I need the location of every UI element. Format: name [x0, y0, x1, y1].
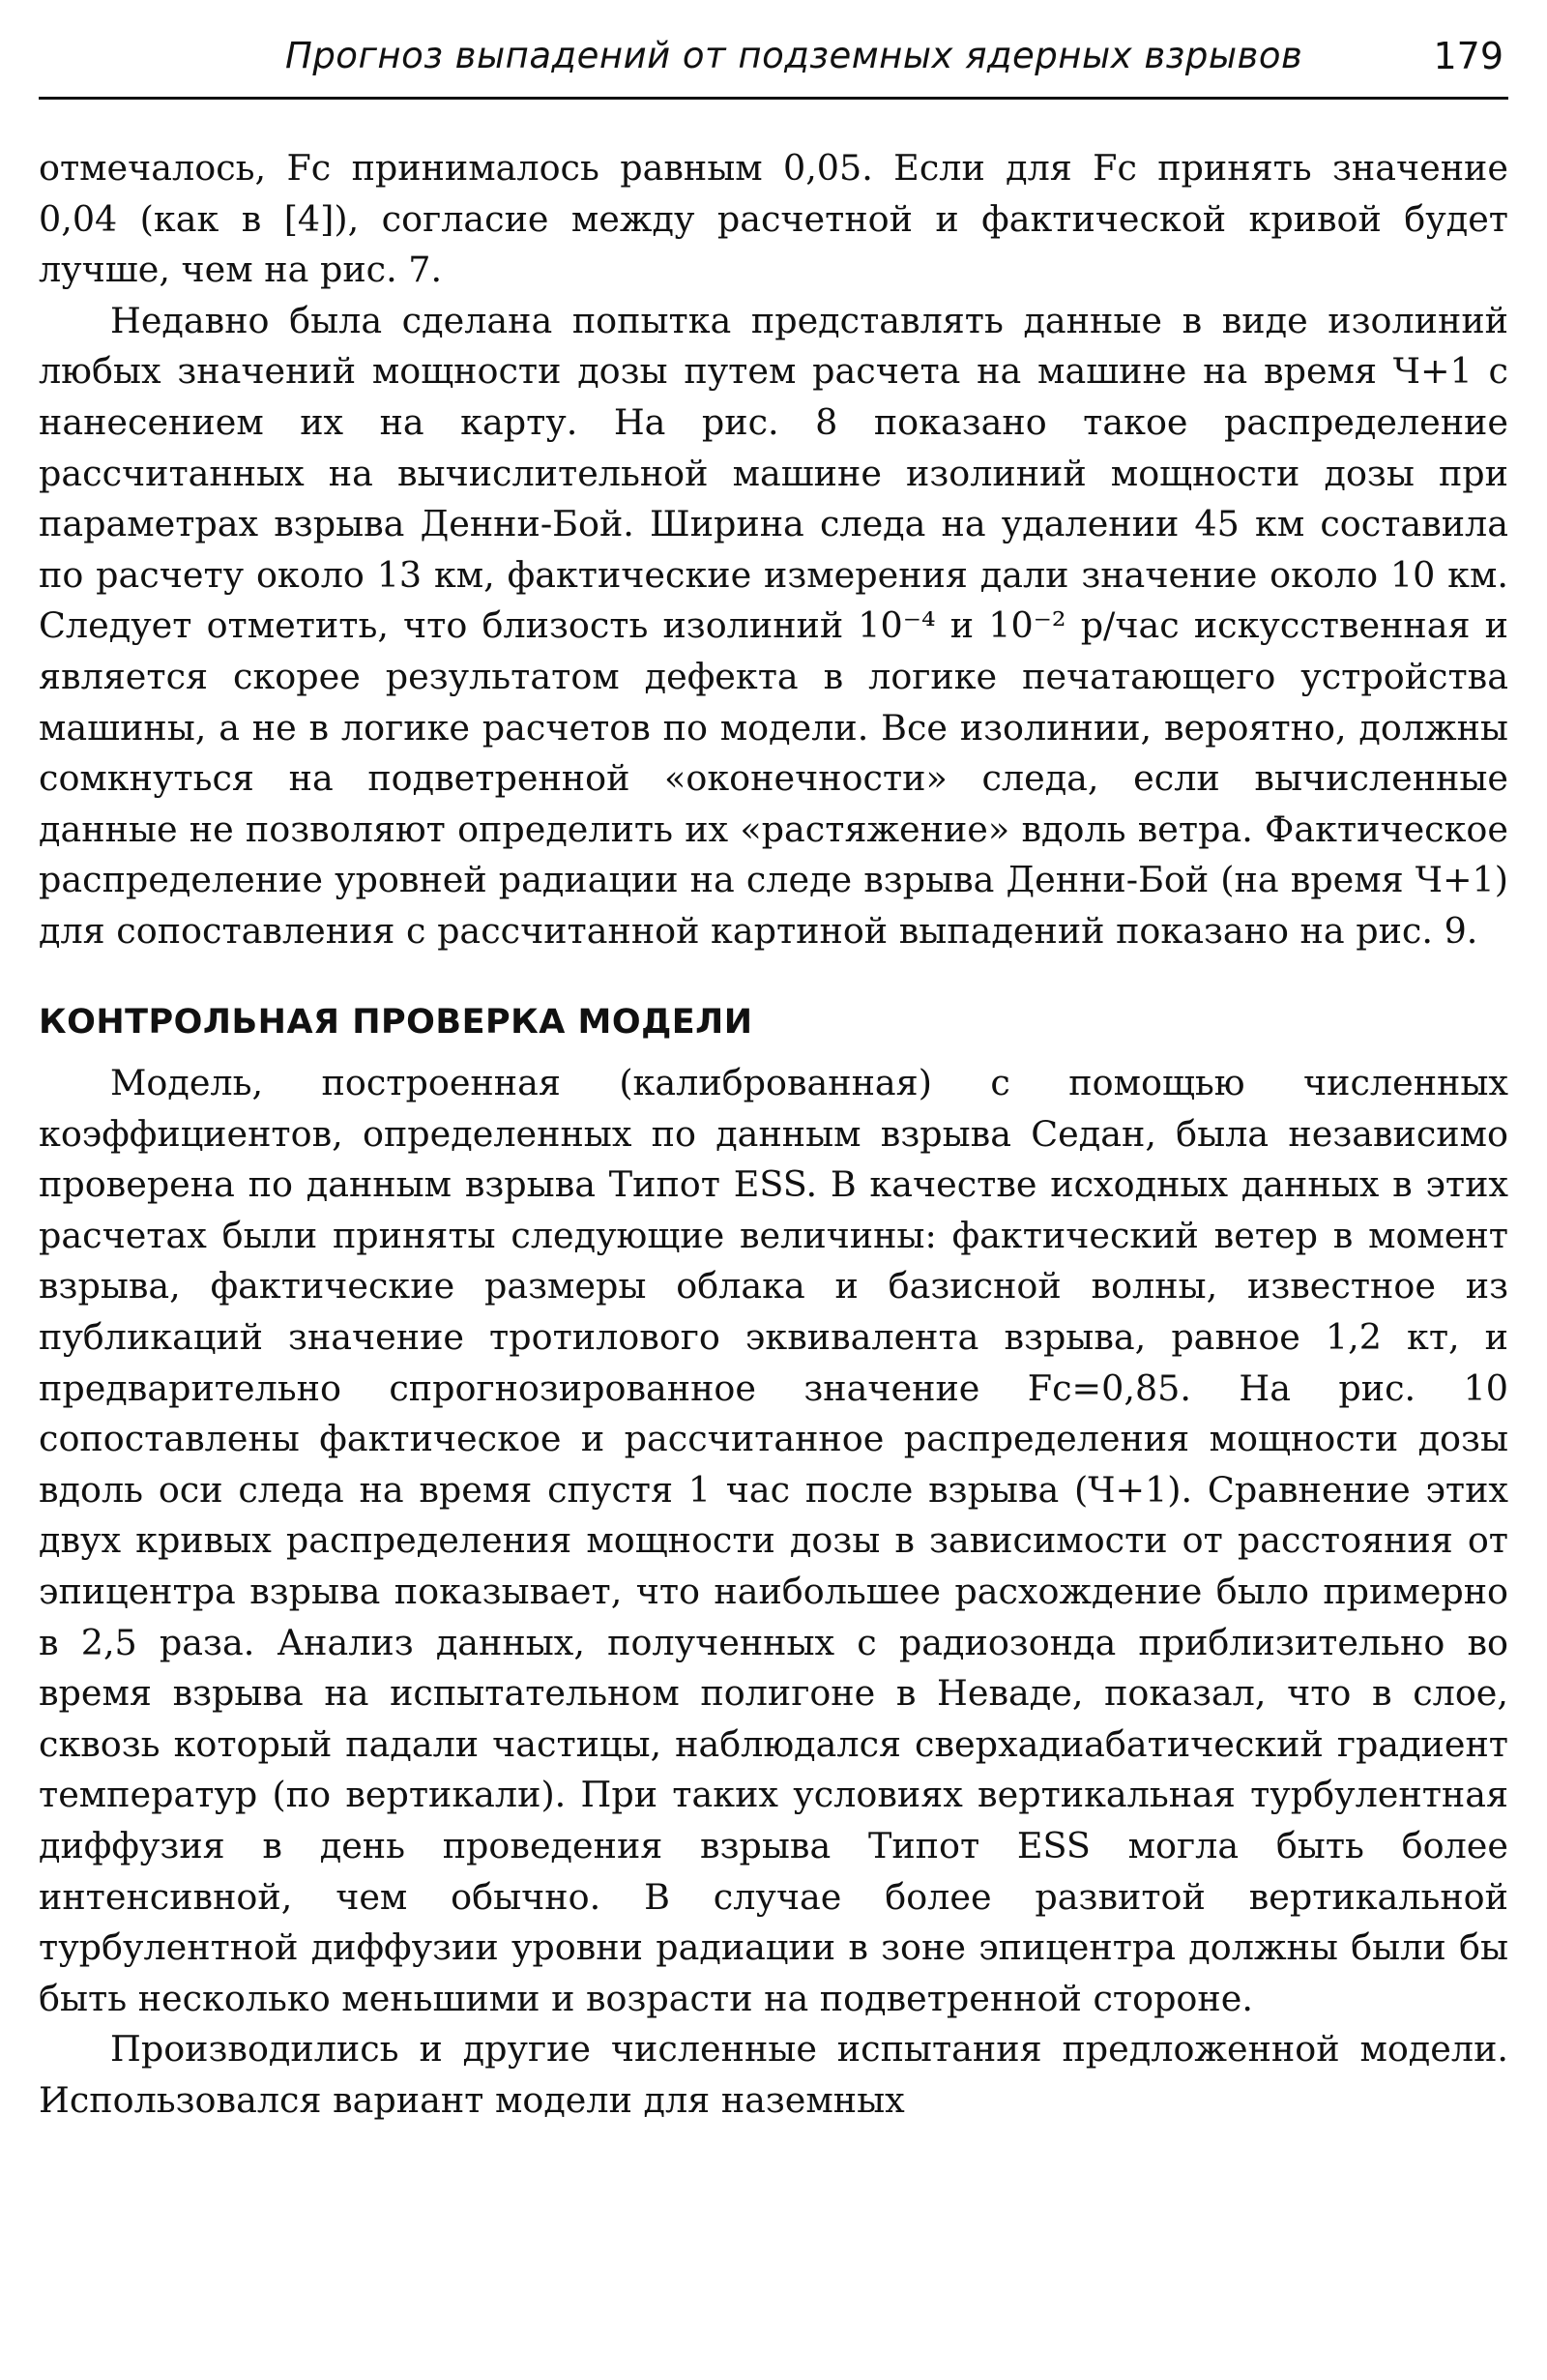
running-header [39, 35, 1508, 95]
page-number: 179 [1433, 35, 1503, 77]
paragraph: Производились и другие численные испытания предложенной модели. Использовался вариант модели для наземных [39, 2028, 1508, 2121]
body-text [39, 143, 1508, 2127]
header-rule [39, 97, 1508, 100]
paragraph-continued: отмечалось, Fc принималось равным 0,05. Если для Fc принять значение 0,04 (как в [4]), согласие между расчетной и фактической кривой будет лучше, чем на рис. 7. [39, 147, 1508, 291]
book-page [39, 0, 1508, 2380]
section-heading: КОНТРОЛЬНАЯ ПРОВЕРКА МОДЕЛИ [39, 1002, 753, 1042]
running-title: Прогноз выпадений от подземных ядерных взрывов [285, 35, 1303, 76]
paragraph: Модель, построенная (калиброванная) с помощью численных коэффициентов, определенных по данным взрыва Седан, была независимо проверена по данным взрыва Типот ESS. В качестве исходных данных в этих расчетах были приняты следующие величины: фактический ветер в момент взрыва, фактические размеры облака и базисной волны, известное из публикаций значение тротилового эквивалента взрыва, равное 1,2 кт, и предварительно спрогнозированное значение Fc=0,85. На рис. 10 сопоставлены фактическое и рассчитанное распределения мощности дозы вдоль оси следа на время спустя 1 час после взрыва (Ч+1). Сравнение этих двух кривых распределения мощности дозы в зависимости от расстояния от эпицентра взрыва показывает, что наибольшее расхождение было примерно в 2,5 раза. Анализ данных, полученных с радиозонда приблизительно во время взрыва на испытательном полигоне в Неваде, показал, что в слое, сквозь который падали частицы, наблюдался сверхадиабатический градиент температур (по вертикали). При таких условиях вертикальная турбулентная диффузия в день проведения взрыва Типот ESS могла быть более интенсивной, чем обычно. В случае более развитой вертикальной турбулентной диффузии уровни радиации в зоне эпицентра должны были бы быть несколько меньшими и возрасти на подветренной стороне. [39, 1062, 1508, 2019]
paragraph: Недавно была сделана попытка представлять данные в виде изолиний любых значений мощности дозы путем расчета на машине на время Ч+1 с нанесением их на карту. На рис. 8 показано такое распределение рассчитанных на вычислительной машине изолиний мощности дозы при параметрах взрыва Денни-Бой. Ширина следа на удалении 45 км составила по расчету около 13 км, фактические измерения дали значение около 10 км. Следует отметить, что близость изолиний 10⁻⁴ и 10⁻² р/час искусственная и является скорее результатом дефекта в логике печатающего устройства машины, а не в логике расчетов по модели. Все изолинии, вероятно, должны сомкнуться на подветренной «оконечности» следа, если вычисленные данные не позволяют определить их «растяжение» вдоль ветра. Фактическое распределение уровней радиации на следе взрыва Денни-Бой (на время Ч+1) для сопоставления с рассчитанной картиной выпадений показано на рис. 9. [39, 299, 1508, 952]
